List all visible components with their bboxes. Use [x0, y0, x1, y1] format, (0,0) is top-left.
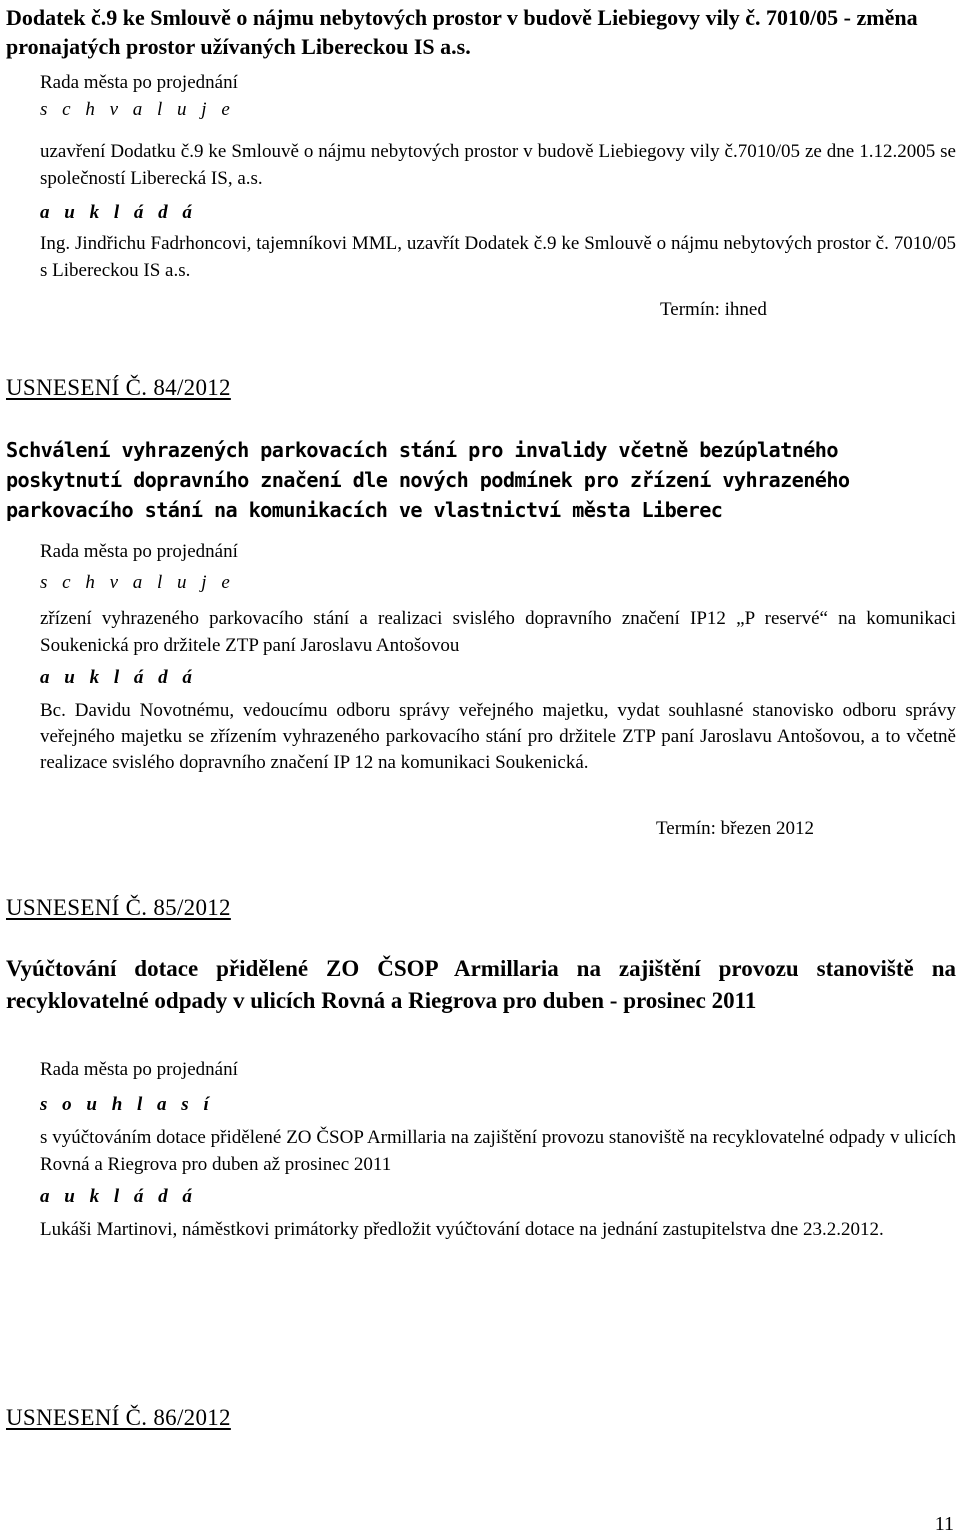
order-text: Ing. Jindřichu Fadrhoncovi, tajemníkovi MML, uzavřít Dodatek č.9 ke Smlouvě o nájmu nebytových prostor č. 7010/05 s Libereckou IS a.s.: [40, 233, 956, 281]
resolution-heading-84: USNESENÍ Č. 84/2012: [6, 375, 231, 400]
resolution-heading-85: USNESENÍ Č. 85/2012: [6, 895, 231, 920]
agree-text: s vyúčtováním dotace přidělené ZO ČSOP Armillaria na zajištění provozu stanoviště na recyklovatelné odpady v ulicích Rovná a Riegrova pro duben až prosinec 2011: [40, 1127, 956, 1175]
approve-text: zřízení vyhrazeného parkovacího stání a realizaci svislého dopravního značení IP12 „P reservé“ na komunikaci Soukenická pro držitele ZTP paní Jaroslavu Antošovou: [40, 608, 956, 656]
council-label: Rada města po projednání: [40, 72, 238, 93]
deadline: Termín: ihned: [660, 299, 767, 320]
approve-text: uzavření Dodatku č.9 ke Smlouvě o nájmu nebytových prostor v budově Liebiegovy vily č.7010/05 ze dne 1.12.2005 se společností Liberecká IS, a.s.: [40, 141, 956, 189]
verb-order: a u k l á d á: [40, 202, 197, 223]
verb-agree: s o u h l a s í: [40, 1094, 214, 1115]
verb-approve: s c h v a l u j e: [40, 572, 235, 593]
amendment-title: Dodatek č.9 ke Smlouvě o nájmu nebytových prostor v budově Liebiegovy vily č. 7010/05 - změna pronajatých prostor užívaných Libereckou IS a.s.: [6, 5, 918, 59]
council-label: Rada města po projednání: [40, 541, 238, 562]
resolution-title-85: Vyúčtování dotace přidělené ZO ČSOP Armillaria na zajištění provozu stanoviště na recyklovatelné odpady v ulicích Rovná a Riegrova pro duben - prosinec 2011: [6, 956, 956, 1013]
verb-order: a u k l á d á: [40, 1186, 197, 1207]
order-text: Bc. Davidu Novotnému, vedoucímu odboru správy veřejného majetku, vydat souhlasné stanovisko odboru správy veřejného majetku se zřízením vyhrazeného parkovacího stání pro držitele ZTP paní Jaroslavu Antošovou, a to včetně realizace svislého dopravního značení IP 12 na komunikaci Soukenická.: [40, 700, 956, 773]
verb-approve: s c h v a l u j e: [40, 99, 235, 120]
resolution-title-84: Schválení vyhrazených parkovacích stání pro invalidy včetně bezúplatného poskytnutí dopravního značení dle nových podmínek pro zřízení vyhrazeného parkovacího stání na komunikacích ve vlastnictví města Liberec: [6, 438, 850, 522]
page-number: 11: [934, 1513, 954, 1535]
order-text: Lukáši Martinovi, náměstkovi primátorky předložit vyúčtování dotace na jednání zastupitelstva dne 23.2.2012.: [40, 1219, 884, 1240]
resolution-heading-86: USNESENÍ Č. 86/2012: [6, 1405, 231, 1430]
verb-order: a u k l á d á: [40, 667, 197, 688]
deadline: Termín: březen 2012: [656, 818, 815, 839]
council-label: Rada města po projednání: [40, 1059, 238, 1080]
